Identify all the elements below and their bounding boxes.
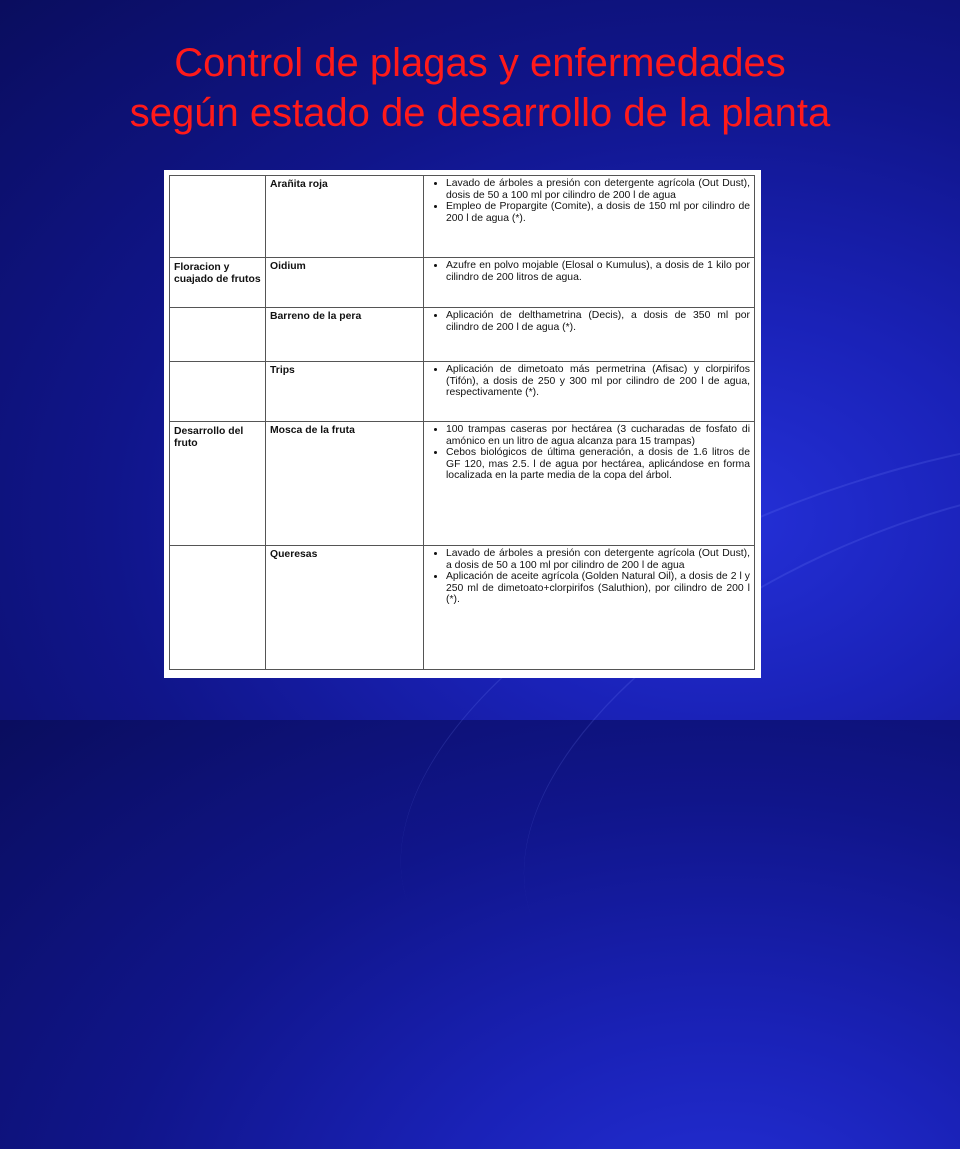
table-row — [170, 176, 755, 258]
table-row — [170, 422, 755, 546]
treatment-item: • Aplicación de dimetoato más permetrina (Afisac) y clorpirifos (Tifón), a dosis de 250 y 300 ml por cilindro de 200 l de agua, respectivamente (*). — [446, 364, 750, 399]
treatment-cell — [424, 362, 755, 422]
stage-cell: Desarrollo del fruto — [170, 422, 266, 546]
treatment-item: • Cebos biológicos de última generación, a dosis de 1.6 litros de GF 120, mas 2.5. l de agua por hectárea, aplicándose en forma localizada en la parte media de la copa del árbol. — [446, 447, 750, 482]
pest-cell: Mosca de la fruta — [266, 422, 424, 546]
treatment-cell — [424, 258, 755, 308]
treatment-item: • Empleo de Propargite (Comite), a dosis de 150 ml por cilindro de 200 l de agua (*). — [446, 201, 750, 224]
treatment-cell — [424, 176, 755, 258]
stage-cell-empty — [170, 362, 266, 422]
slide-title-line-1: Control de plagas y enfermedades — [174, 41, 786, 85]
stage-cell-empty — [170, 308, 266, 362]
slide-title — [0, 38, 960, 138]
treatment-item: • Aplicación de delthametrina (Decis), a dosis de 350 ml por cilindro de 200 l de agua (*). — [446, 310, 750, 333]
stage-cell-empty — [170, 546, 266, 670]
pest-cell: Queresas — [266, 546, 424, 670]
table-row — [170, 362, 755, 422]
pest-cell: Oidium — [266, 258, 424, 308]
stage-cell: Floracion y cuajado de frutos — [170, 258, 266, 308]
treatment-cell — [424, 422, 755, 546]
stage-cell-empty — [170, 176, 266, 258]
slide-title-line-2: según estado de desarrollo de la planta — [129, 91, 831, 135]
document-image — [164, 170, 761, 678]
table-row — [170, 308, 755, 362]
treatment-cell — [424, 308, 755, 362]
pest-control-table — [169, 175, 755, 670]
treatment-item: • Lavado de árboles a presión con detergente agrícola (Out Dust), dosis de 50 a 100 ml por cilindro de 200 l de agua — [446, 178, 750, 201]
treatment-item: • Lavado de árboles a presión con detergente agrícola (Out Dust), a dosis de 50 a 100 ml por cilindro de 200 l de agua — [446, 548, 750, 571]
treatment-cell — [424, 546, 755, 670]
pest-cell: Barreno de la pera — [266, 308, 424, 362]
pest-cell: Arañita roja — [266, 176, 424, 258]
treatment-item: • Azufre en polvo mojable (Elosal o Kumulus), a dosis de 1 kilo por cilindro de 200 litros de agua. — [446, 260, 750, 283]
table-row — [170, 546, 755, 670]
treatment-item: • Aplicación de aceite agrícola (Golden Natural Oil), a dosis de 2 l y 250 ml de dimetoato+clorpirifos (Saluthion), por cilindro de 200 l (*). — [446, 571, 750, 606]
treatment-item: • 100 trampas caseras por hectárea (3 cucharadas de fosfato di amónico en un litro de agua alcanza para 15 trampas) — [446, 424, 750, 447]
table-row — [170, 258, 755, 308]
pest-cell: Trips — [266, 362, 424, 422]
